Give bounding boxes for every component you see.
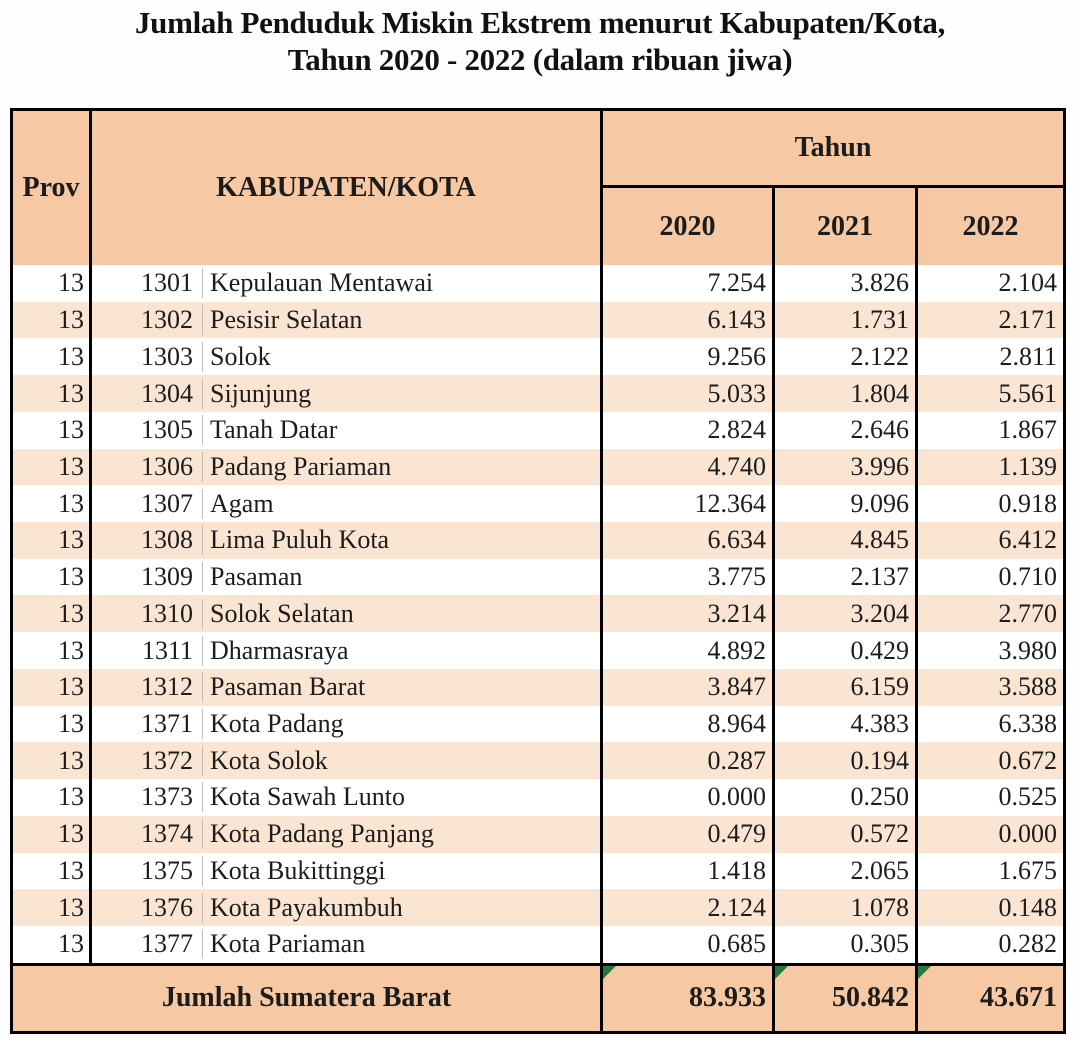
prov-cell: 13 — [13, 375, 92, 412]
value-2020-cell: 6.634 — [603, 522, 775, 559]
value-2021-cell: 0.194 — [775, 742, 918, 779]
header-year-2022: 2022 — [962, 210, 1019, 242]
kabupaten-code: 1377 — [141, 929, 193, 959]
value-2020-cell: 9.256 — [603, 338, 775, 375]
kabupaten-name: Kota Pariaman — [202, 929, 600, 959]
kabupaten-cell — [92, 926, 603, 963]
table-row — [13, 522, 1063, 559]
kabupaten-code: 1307 — [141, 488, 193, 518]
kabupaten-cell — [92, 742, 603, 779]
kabupaten-name: Pasaman — [202, 562, 600, 592]
value-2021-cell: 2.646 — [775, 412, 918, 449]
value-2020-cell: 1.418 — [603, 853, 775, 890]
kabupaten-code: 1310 — [141, 598, 193, 628]
kabupaten-code: 1371 — [141, 708, 193, 738]
header-year-2021: 2021 — [775, 188, 918, 265]
kabupaten-code: 1308 — [141, 525, 193, 555]
kabupaten-cell — [92, 632, 603, 669]
value-2022-cell: 1.675 — [998, 855, 1057, 885]
value-2021-cell: 9.096 — [775, 485, 918, 522]
table-row — [13, 338, 1063, 375]
kabupaten-name: Pasaman Barat — [202, 672, 600, 702]
title-line-2: Tahun 2020 - 2022 (dalam ribuan jiwa) — [287, 42, 793, 77]
value-2021-cell: 0.250 — [775, 779, 918, 816]
value-2022-cell: 1.139 — [998, 451, 1057, 481]
prov-cell: 13 — [13, 302, 92, 339]
kabupaten-name: Kepulauan Mentawai — [202, 268, 600, 298]
footer-label: Jumlah Sumatera Barat — [13, 966, 603, 1031]
kabupaten-cell — [92, 265, 603, 302]
kabupaten-name: Sijunjung — [202, 379, 600, 409]
prov-cell: 13 — [13, 926, 92, 963]
value-2020-cell: 5.033 — [603, 375, 775, 412]
kabupaten-cell — [92, 338, 603, 375]
prov-cell: 13 — [13, 742, 92, 779]
table-row — [13, 706, 1063, 743]
table-row — [13, 485, 1063, 522]
table-row — [13, 926, 1063, 963]
kabupaten-code: 1372 — [141, 745, 193, 775]
value-2021-cell: 0.305 — [775, 926, 918, 963]
table-row — [13, 779, 1063, 816]
table-row — [13, 853, 1063, 890]
kabupaten-cell — [92, 449, 603, 486]
kabupaten-name: Lima Puluh Kota — [202, 525, 600, 555]
kabupaten-code: 1376 — [141, 892, 193, 922]
value-2022-cell: 1.867 — [998, 415, 1057, 445]
table-row — [13, 889, 1063, 926]
kabupaten-code: 1303 — [141, 341, 193, 371]
kabupaten-code: 1304 — [141, 378, 193, 408]
kabupaten-code: 1375 — [141, 855, 193, 885]
prov-cell: 13 — [13, 706, 92, 743]
value-2022-cell: 3.588 — [998, 672, 1057, 702]
kabupaten-code: 1302 — [141, 305, 193, 335]
value-2020-cell: 0.685 — [603, 926, 775, 963]
footer-total-2022 — [918, 966, 1063, 1031]
table-row — [13, 595, 1063, 632]
kabupaten-name: Solok Selatan — [202, 599, 600, 629]
kabupaten-name: Solok — [202, 342, 600, 372]
value-2022-cell: 0.710 — [998, 562, 1057, 592]
kabupaten-name: Kota Sawah Lunto — [202, 782, 600, 812]
prov-cell: 13 — [13, 669, 92, 706]
value-2020-cell: 2.124 — [603, 889, 775, 926]
table-body — [13, 265, 1063, 963]
value-2022-cell: 2.770 — [998, 598, 1057, 628]
value-2020-cell: 3.775 — [603, 559, 775, 596]
value-2021-cell: 2.065 — [775, 853, 918, 890]
prov-cell: 13 — [13, 412, 92, 449]
kabupaten-name: Padang Pariaman — [202, 452, 600, 482]
kabupaten-name: Dharmasraya — [202, 636, 600, 666]
kabupaten-cell — [92, 779, 603, 816]
value-2022-cell: 6.338 — [998, 708, 1057, 738]
kabupaten-cell — [92, 375, 603, 412]
kabupaten-code: 1374 — [141, 819, 193, 849]
value-2022-cell: 2.171 — [998, 305, 1057, 335]
kabupaten-cell — [92, 706, 603, 743]
table-row — [13, 559, 1063, 596]
header-tahun: Tahun — [603, 111, 1063, 188]
value-2020-cell: 2.824 — [603, 412, 775, 449]
prov-cell: 13 — [13, 632, 92, 669]
kabupaten-cell — [92, 302, 603, 339]
kabupaten-code: 1309 — [141, 562, 193, 592]
kabupaten-name: Tanah Datar — [202, 415, 600, 445]
header-prov: Prov — [13, 111, 92, 265]
value-2022-cell: 0.525 — [998, 782, 1057, 812]
prov-cell: 13 — [13, 779, 92, 816]
value-2021-cell: 3.996 — [775, 449, 918, 486]
value-2021-cell: 0.429 — [775, 632, 918, 669]
prov-cell: 13 — [13, 449, 92, 486]
table-row — [13, 449, 1063, 486]
value-2021-cell: 1.078 — [775, 889, 918, 926]
prov-cell: 13 — [13, 485, 92, 522]
table-row — [13, 742, 1063, 779]
excel-comment-flag-icon — [603, 966, 616, 979]
value-2021-cell: 1.731 — [775, 302, 918, 339]
kabupaten-cell — [92, 522, 603, 559]
data-table — [10, 108, 1066, 1034]
value-2022-cell: 3.980 — [998, 635, 1057, 665]
value-2021-cell: 0.572 — [775, 816, 918, 853]
value-2020-cell: 0.287 — [603, 742, 775, 779]
header-tahun-group — [603, 111, 1063, 265]
prov-cell: 13 — [13, 338, 92, 375]
table-row — [13, 412, 1063, 449]
excel-comment-flag-icon — [918, 966, 931, 979]
kabupaten-code: 1311 — [141, 635, 193, 665]
table-row — [13, 265, 1063, 302]
prov-cell: 13 — [13, 595, 92, 632]
kabupaten-name: Pesisir Selatan — [202, 305, 600, 335]
value-2020-cell: 0.479 — [603, 816, 775, 853]
kabupaten-code: 1301 — [141, 268, 193, 298]
kabupaten-name: Kota Payakumbuh — [202, 893, 600, 923]
value-2020-cell: 4.892 — [603, 632, 775, 669]
header-year-2020: 2020 — [603, 188, 775, 265]
table-row — [13, 816, 1063, 853]
prov-cell: 13 — [13, 522, 92, 559]
value-2020-cell: 0.000 — [603, 779, 775, 816]
kabupaten-name: Kota Solok — [202, 746, 600, 776]
prov-cell: 13 — [13, 816, 92, 853]
value-2020-cell: 12.364 — [603, 485, 775, 522]
kabupaten-code: 1306 — [141, 451, 193, 481]
value-2022-cell: 0.672 — [998, 745, 1057, 775]
table-title — [0, 0, 1080, 78]
prov-cell: 13 — [13, 265, 92, 302]
kabupaten-cell — [92, 816, 603, 853]
header-kabupaten-kota: KABUPATEN/KOTA — [92, 111, 603, 265]
kabupaten-cell — [92, 889, 603, 926]
excel-comment-flag-icon — [775, 966, 788, 979]
table-row — [13, 375, 1063, 412]
footer-total-2020 — [603, 966, 775, 1031]
kabupaten-cell — [92, 559, 603, 596]
value-2020-cell: 3.214 — [603, 595, 775, 632]
table-row — [13, 302, 1063, 339]
footer-total-2020-value: 83.933 — [689, 982, 766, 1014]
value-2022-cell: 0.148 — [998, 892, 1057, 922]
kabupaten-name: Kota Bukittinggi — [202, 856, 600, 886]
table-row — [13, 669, 1063, 706]
value-2022-cell: 0.282 — [998, 929, 1057, 959]
prov-cell: 13 — [13, 559, 92, 596]
value-2021-cell: 3.826 — [775, 265, 918, 302]
table-row — [13, 632, 1063, 669]
value-2020-cell: 3.847 — [603, 669, 775, 706]
kabupaten-cell — [92, 853, 603, 890]
kabupaten-code: 1312 — [141, 672, 193, 702]
value-2022-cell: 2.811 — [999, 341, 1057, 371]
table-footer — [13, 963, 1063, 1031]
value-2022-cell: 0.000 — [998, 819, 1057, 849]
footer-total-2021-value: 50.842 — [832, 982, 909, 1014]
value-2022-cell: 2.104 — [998, 268, 1057, 298]
kabupaten-name: Kota Padang Panjang — [202, 819, 600, 849]
prov-cell: 13 — [13, 853, 92, 890]
kabupaten-name: Kota Padang — [202, 709, 600, 739]
value-2022-cell: 0.918 — [998, 488, 1057, 518]
value-2022-cell: 6.412 — [998, 525, 1057, 555]
footer-total-2021 — [775, 966, 918, 1031]
value-2021-cell: 3.204 — [775, 595, 918, 632]
value-2021-cell: 2.137 — [775, 559, 918, 596]
title-line-1: Jumlah Penduduk Miskin Ekstrem menurut Kabupaten/Kota, — [134, 5, 946, 40]
value-2020-cell: 7.254 — [603, 265, 775, 302]
value-2020-cell: 6.143 — [603, 302, 775, 339]
header-years-row — [603, 188, 1063, 265]
kabupaten-code: 1305 — [141, 415, 193, 445]
footer-total-2022-value: 43.671 — [980, 982, 1057, 1014]
prov-cell: 13 — [13, 889, 92, 926]
kabupaten-code: 1373 — [141, 782, 193, 812]
table-header — [13, 111, 1063, 265]
value-2021-cell: 2.122 — [775, 338, 918, 375]
value-2021-cell: 6.159 — [775, 669, 918, 706]
kabupaten-name: Agam — [202, 489, 600, 519]
kabupaten-cell — [92, 595, 603, 632]
kabupaten-cell — [92, 412, 603, 449]
value-2021-cell: 4.383 — [775, 706, 918, 743]
value-2020-cell: 4.740 — [603, 449, 775, 486]
value-2020-cell: 8.964 — [603, 706, 775, 743]
value-2022-cell: 5.561 — [998, 378, 1057, 408]
value-2021-cell: 4.845 — [775, 522, 918, 559]
kabupaten-cell — [92, 485, 603, 522]
value-2021-cell: 1.804 — [775, 375, 918, 412]
kabupaten-cell — [92, 669, 603, 706]
